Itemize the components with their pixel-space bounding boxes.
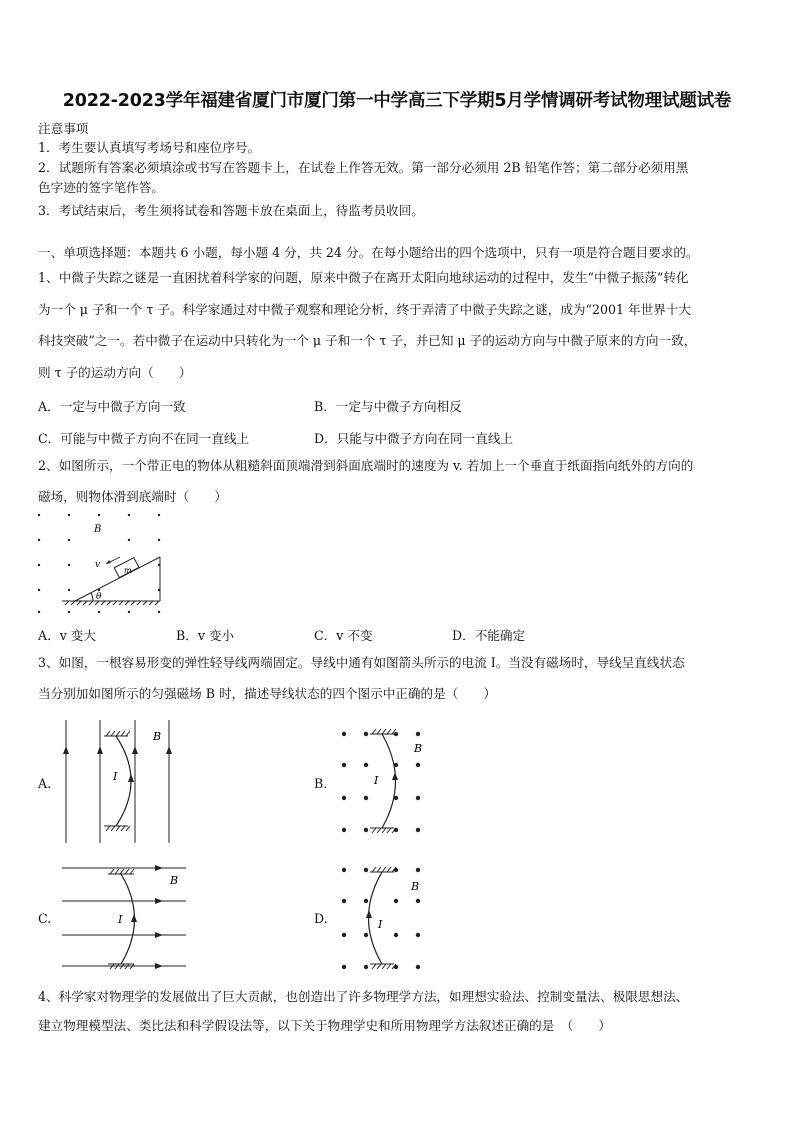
incline: [62, 557, 160, 605]
q2-text-1: 2、如图所示，一个带正电的物体从粗糙斜面顶端滑到斜面底端时的速度为 v. 若加上一个垂直于纸面指向纸外的方向的: [38, 458, 694, 473]
q3b-label-i: I: [374, 774, 379, 787]
q3-figure-a: [58, 718, 188, 848]
q1-text-2: 为一个 μ 子和一个 τ 子。科学家通过对中微子观察和理论分析，终于弄清了中微子失踪之谜，成为“2001 年世界十大: [38, 302, 691, 317]
q2-fig-label-m: m: [124, 566, 132, 575]
wire-supports: [370, 867, 396, 969]
section-heading: 一、单项选择题：本题共 6 小题，每小题 4 分，共 24 分。在每小题给出的四个选项中，只有一项是符合题目要求的。: [38, 245, 699, 260]
q1-option-b: B．一定与中微子方向相反: [314, 399, 462, 414]
q3-option-c-label: C.: [38, 911, 52, 926]
q3d-label-b: B: [411, 880, 420, 893]
notice-item-2: 2．试题所有答案必须填涂或书写在答题卡上，在试卷上作答无效。第一部分必须用 2B 铅笔作答；第二部分必须用黑: [38, 160, 689, 175]
q2-fig-label-b: B: [94, 524, 102, 535]
q2-fig-label-theta: θ: [96, 592, 102, 602]
q4-text-2: 建立物理模型法、类比法和科学假设法等，以下关于物理学史和所用物理学方法叙述正确的是 （ ）: [38, 1018, 612, 1033]
q3a-label-b: B: [153, 730, 162, 743]
q3-figure-c: [58, 860, 193, 975]
notice-item-3: 3．考试结束后，考生须将试卷和答题卡放在桌面上，待监考员收回。: [38, 203, 424, 218]
q2-text-2: 磁场，则物体滑到底端时（ ）: [38, 489, 227, 504]
velocity-arrowhead: [106, 560, 111, 564]
q2-option-b: B．v 变小: [176, 628, 235, 643]
q1-option-d: D．只能与中微子方向在同一直线上: [314, 431, 514, 446]
q3b-label-b: B: [414, 742, 423, 755]
q2-option-c: C．v 不变: [314, 628, 373, 643]
q3c-label-i: I: [118, 913, 123, 926]
q3d-label-i: I: [378, 918, 383, 931]
notice-item-1: 1．考生要认真填写考场号和座位序号。: [38, 140, 261, 155]
curved-wire: [382, 734, 396, 828]
q1-text-4: 则 τ 子的运动方向（ ）: [38, 365, 192, 380]
q4-text-1: 4、科学家对物理学的发展做出了巨大贡献，也创造出了许多物理学方法，如理想实验法、控制变量法、极限思想法、: [38, 989, 689, 1004]
notice-heading: 注意事项: [38, 121, 89, 136]
q3-figure-b: [334, 722, 434, 842]
page-title: 2022-2023学年福建省厦门市厦门第一中学高三下学期5月学情调研考试物理试题试卷: [62, 91, 732, 111]
q2-incline-figure: [30, 507, 180, 619]
q3-option-b-label: B.: [314, 776, 328, 791]
q1-option-c: C．可能与中微子方向不在同一直线上: [38, 431, 250, 446]
q1-option-a: A．一定与中微子方向一致: [38, 399, 186, 414]
current-arrow: [366, 910, 372, 918]
q2-fig-label-v: v: [95, 560, 101, 570]
q3-option-d-label: D.: [314, 911, 328, 926]
current-arrow: [131, 914, 137, 922]
q2-option-a: A．v 变大: [38, 628, 96, 643]
q1-text-3: 科技突破”之一。若中微子在运动中只转化为一个 μ 子和一个 τ 子，并已知 μ 子的运动方向与中微子原来的方向一致，: [38, 333, 697, 348]
q3-text-1: 3、如图，一根容易形变的弹性轻导线两端固定。导线中通有如图箭头所示的电流 I。当没有磁场时，导线呈直线状态: [38, 655, 685, 670]
field-dots: [342, 732, 423, 832]
q2-option-d: D．不能确定: [452, 628, 526, 643]
q3-text-2: 当分别加如图所示的匀强磁场 B 时，描述导线状态的四个图示中正确的是（ ）: [38, 686, 497, 701]
notice-item-2-cont: 色字迹的签字笔作答。: [38, 180, 164, 195]
q3a-label-i: I: [113, 770, 118, 783]
q3-figure-d: [334, 860, 434, 975]
q3-option-a-label: A.: [38, 776, 52, 791]
current-arrow: [392, 772, 398, 780]
q3c-label-b: B: [170, 874, 179, 887]
field-lines-horizontal: [62, 868, 186, 966]
current-arrow: [128, 774, 134, 782]
q1-text-1: 1、中微子失踪之谜是一直困扰着科学家的问题，原来中微子在离开太阳向地球运动的过程中，发生“中微子振荡”转化: [38, 270, 689, 285]
